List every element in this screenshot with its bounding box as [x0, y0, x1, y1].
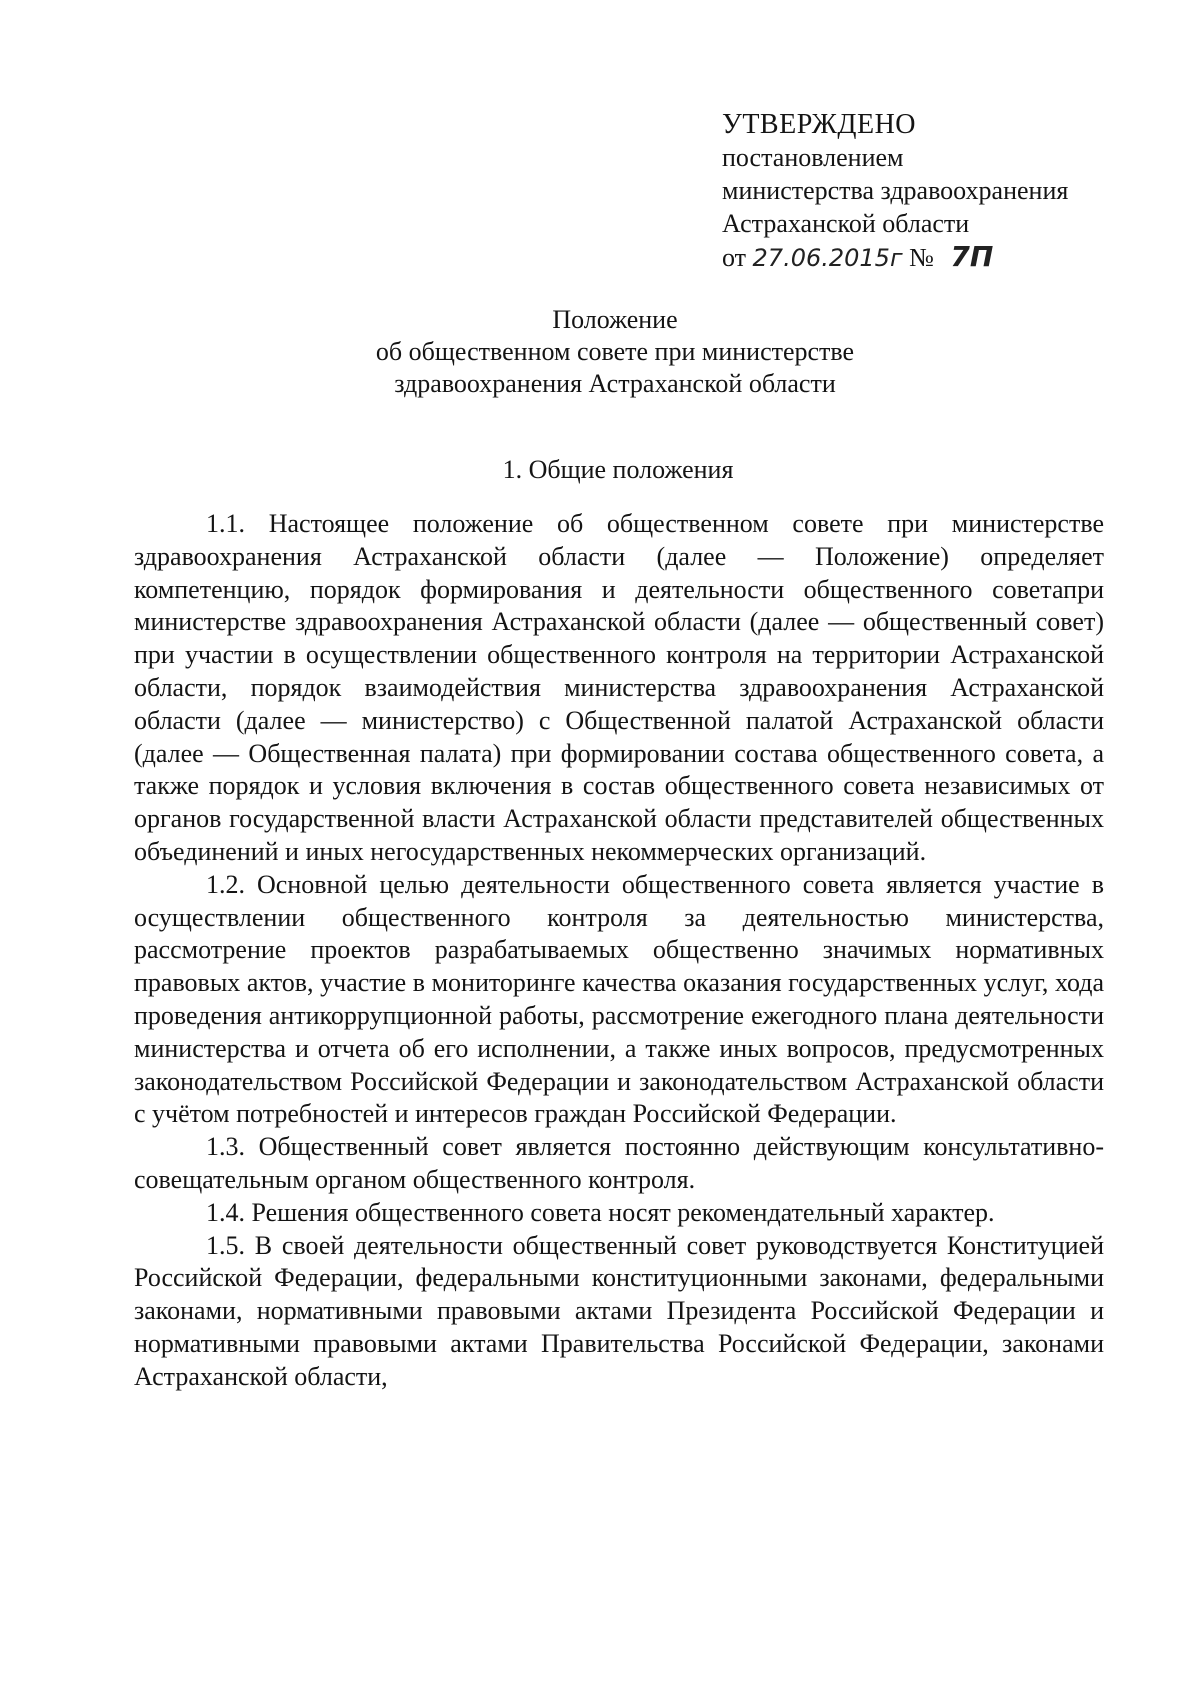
paragraph-1-2: 1.2. Основной целью деятельности общественного совета является участие в осуществлении общественного контроля за деятельностью министерства, рассмотрение проектов разрабатываемых общественно значимых нормативных правовых актов, участие в мониторинге качества оказания государственных услуг, хода проведения антикоррупционной работы, рассмотрение ежегодного плана деятельности министерства и отчета об его исполнении, а также иных вопросов, предусмотренных законодательством Российской Федерации и законодательством Астраханской области с учётом потребностей и интересов граждан Российской Федерации. — [134, 869, 1104, 1129]
approval-stamp: УТВЕРЖДЕНО — [722, 109, 917, 140]
title-line-2: об общественном совете при министерстве — [375, 337, 855, 366]
paragraph-1-1: 1.1. Настоящее положение об общественном совете при министерстве здравоохранения Астраханской области (далее — Положение) определяет компетенцию, порядок формирования и деятельности общественного советапри министерстве здравоохранения Астраханской области (далее — общественный совет) при участии в осуществлении общественного контроля на территории Астраханской области, порядок взаимодействия министерства здравоохранения Астраханской области (далее — министерство) с Общественной палатой Астраханской области (далее — Общественная палата) при формировании состава общественного совета, а также порядок и условия включения в состав общественного совета независимых от органов государственной власти Астраханской области представителей общественных объединений и иных негосударственных некоммерческих организаций. — [134, 509, 1104, 866]
paragraph-1-5: 1.5. В своей деятельности общественный совет руководствуется Конституцией Российской Федерации, федеральными конституционными законами, федеральными законами, нормативными правовыми актами Президента Российской Федерации и нормативными правовыми актами Правительства Российской Федерации, законами Астраханской области, — [134, 1230, 1104, 1391]
date-prefix: от — [722, 243, 747, 272]
section-heading: 1. Общие положения — [502, 455, 734, 484]
document-title — [0, 304, 1200, 400]
title-line-1: Положение — [552, 305, 678, 334]
approval-line-3: Астраханской области — [722, 209, 970, 238]
title-line-3: здравоохранения Астраханской области — [394, 369, 836, 398]
handwritten-date: 27.06.2015г — [752, 244, 903, 272]
approval-line-1: постановлением — [722, 143, 904, 172]
document-body — [134, 508, 1104, 1394]
approval-date-line — [722, 240, 1142, 275]
paragraph-1-3: 1.3. Общественный совет является постоянно действующим консультативно-совещательным органом общественного контроля. — [134, 1132, 1104, 1194]
paragraph-1-4: 1.4. Решения общественного совета носят рекомендательный характер. — [206, 1197, 995, 1227]
approval-block — [722, 108, 1142, 275]
number-sign: № — [909, 243, 934, 272]
handwritten-number: 7П — [950, 240, 994, 273]
approval-line-2: министерства здравоохранения — [722, 176, 1069, 205]
